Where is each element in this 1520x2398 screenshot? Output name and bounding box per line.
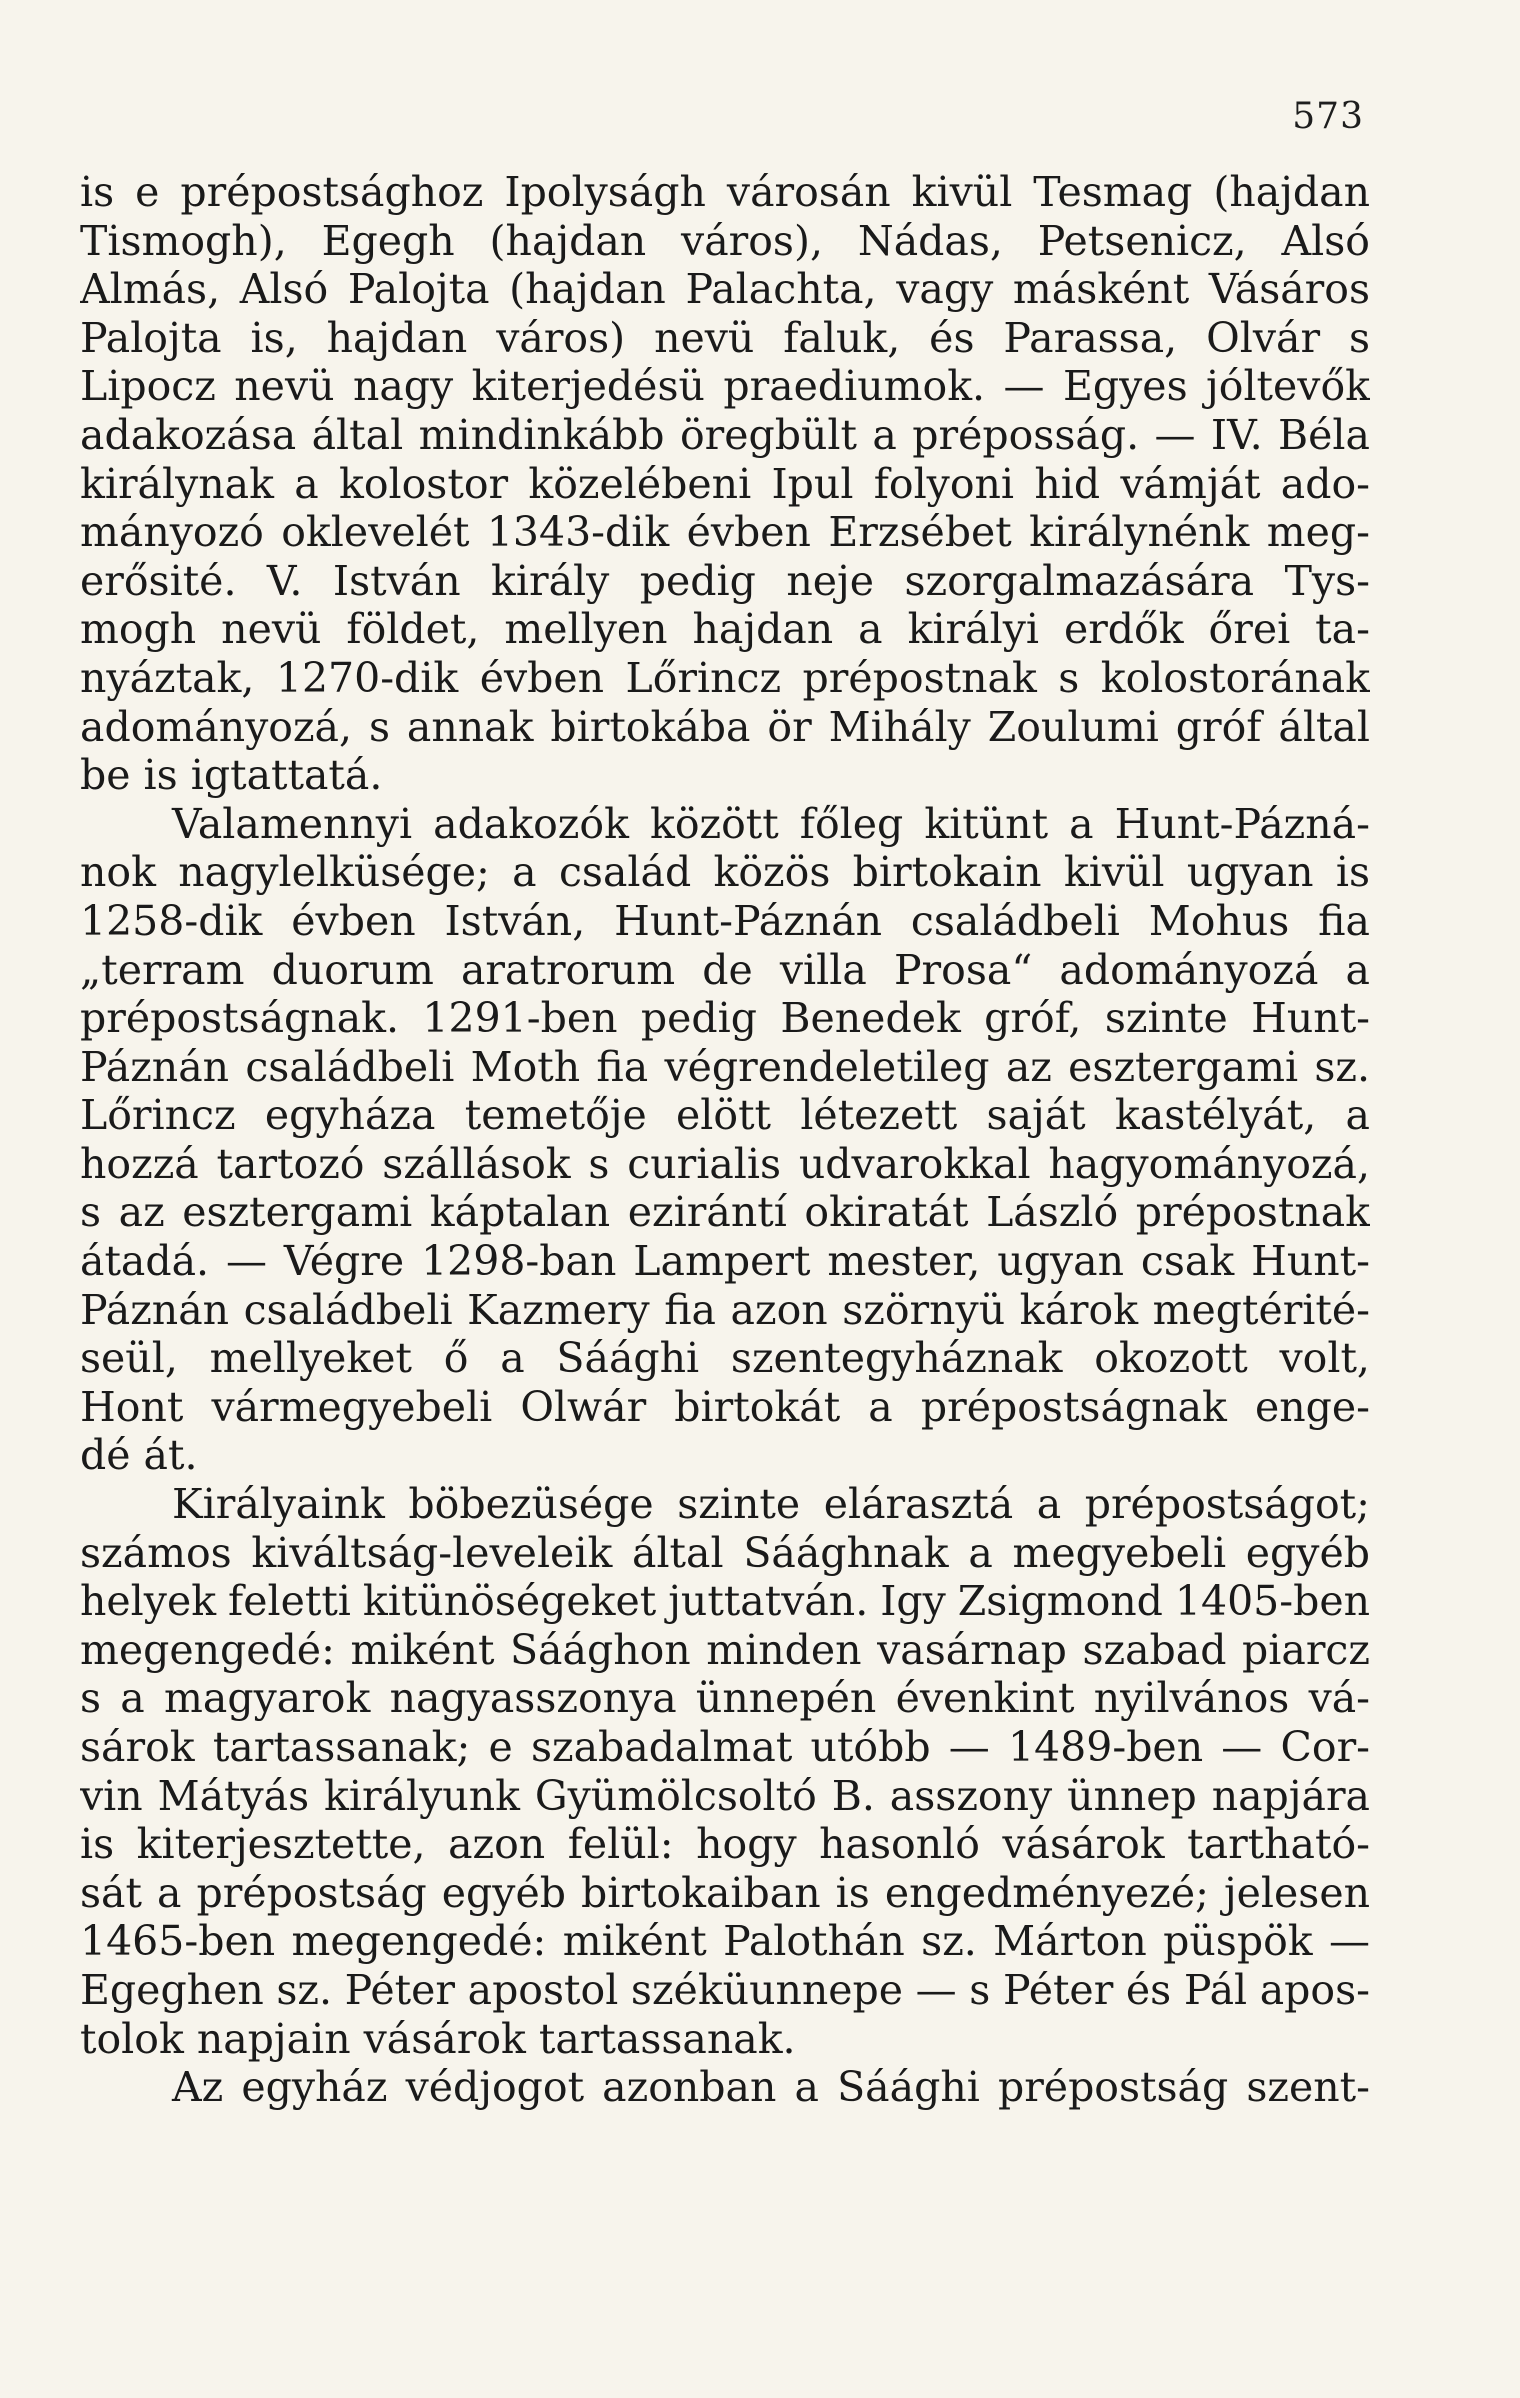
text-line: vin Mátyás királyunk Gyümölcsoltó B. asszony ünnep napjára (80, 1771, 1370, 1820)
text-line: megengedé: miként Sáághon minden vasárnap szabad piarcz (80, 1625, 1370, 1674)
text-line: seül, mellyeket ő a Sáághi szentegyháznak okozott volt, (80, 1334, 1370, 1383)
text-line: Palojta is, hajdan város) nevü faluk, és Parassa, Olvár s (80, 313, 1370, 362)
text-line: 1465-ben megengedé: miként Palothán sz. Márton püspök — (80, 1917, 1370, 1966)
text-line: Valamennyi adakozók között főleg kitünt a Hunt-Pázná- (172, 799, 1370, 848)
text-line: átadá. — Végre 1298-ban Lampert mester, ugyan csak Hunt- (80, 1237, 1370, 1286)
text-line: hozzá tartozó szállások s curialis udvarokkal hagyományozá, (80, 1139, 1370, 1188)
text-line: mogh nevü földet, mellyen hajdan a királyi erdők őrei ta- (80, 605, 1370, 654)
text-line: adományozá, s annak birtokába ör Mihály Zoulumi gróf által (80, 702, 1370, 751)
text-line: mányozó oklevelét 1343-dik évben Erzsébet királynénk meg- (80, 508, 1370, 557)
text-line: Almás, Alsó Palojta (hajdan Palachta, vagy másként Vásáros (80, 265, 1370, 314)
text-line: tolok napjain vásárok tartassanak. (80, 2014, 796, 2063)
text-line: helyek feletti kitünöségeket juttatván. Igy Zsigmond 1405-ben (80, 1577, 1370, 1626)
text-line: nok nagylelküsége; a család közös birtokain kivül ugyan is (80, 848, 1370, 897)
text-line: adakozása által mindinkább öregbült a préposság. — IV. Béla (80, 410, 1370, 459)
text-line: erősité. V. István király pedig neje szorgalmazására Tys- (80, 556, 1370, 605)
text-line: s a magyarok nagyasszonya ünnepén évenkint nyilvános vá- (80, 1674, 1370, 1723)
text-line: „terram duorum aratrorum de villa Prosa“ adományozá a (80, 945, 1370, 994)
text-line: Királyaink böbezüsége szinte elárasztá a prépostságot; (172, 1480, 1370, 1529)
text-line: Páznán családbeli Moth fia végrendeletileg az esztergami sz. (80, 1042, 1370, 1091)
text-line: is kiterjesztette, azon felül: hogy hasonló vásárok tartható- (80, 1820, 1370, 1869)
text-line: sárok tartassanak; e szabadalmat utóbb — 1489-ben — Cor- (80, 1723, 1370, 1771)
text-line: dé át. (80, 1431, 198, 1480)
body-text (80, 168, 1370, 2112)
text-line: Páznán családbeli Kazmery fia azon szörnyü károk megtérité- (80, 1285, 1370, 1334)
text-line: Lipocz nevü nagy kiterjedésü praediumok. — Egyes jóltevők (80, 362, 1370, 411)
text-line: királynak a kolostor közelébeni Ipul folyoni hid vámját ado- (80, 459, 1370, 508)
text-line: számos kiváltság-leveleik által Sáághnak a megyebeli egyéb (80, 1528, 1370, 1577)
text-line: 1258-dik évben István, Hunt-Páznán családbeli Mohus fia (80, 896, 1370, 945)
text-line: be is igtattatá. (80, 751, 383, 800)
text-line: s az esztergami káptalan ezirántí okiratát László prépostnak (80, 1188, 1370, 1237)
text-line: Egeghen sz. Péter apostol széküunnepe — s Péter és Pál apos- (80, 1965, 1370, 2014)
text-line: prépostságnak. 1291-ben pedig Benedek gróf, szinte Hunt- (80, 994, 1370, 1043)
text-line: is e prépostsághoz Ipolyságh városán kivül Tesmag (hajdan (80, 168, 1370, 216)
text-line: Hont vármegyebeli Olwár birtokát a prépostságnak enge- (80, 1382, 1370, 1431)
text-line: sát a prépostság egyéb birtokaiban is engedményezé; jelesen (80, 1868, 1370, 1917)
page-number: 573 (1292, 96, 1364, 137)
text-line: Lőrincz egyháza temetője elött létezett saját kastélyát, a (80, 1091, 1370, 1140)
text-line: Az egyház védjogot azonban a Sáághi prépostság szent- (172, 2063, 1370, 2112)
text-line: Tismogh), Egegh (hajdan város), Nádas, Petsenicz, Alsó (80, 216, 1370, 265)
text-line: nyáztak, 1270-dik évben Lőrincz prépostnak s kolostorának (80, 653, 1370, 702)
